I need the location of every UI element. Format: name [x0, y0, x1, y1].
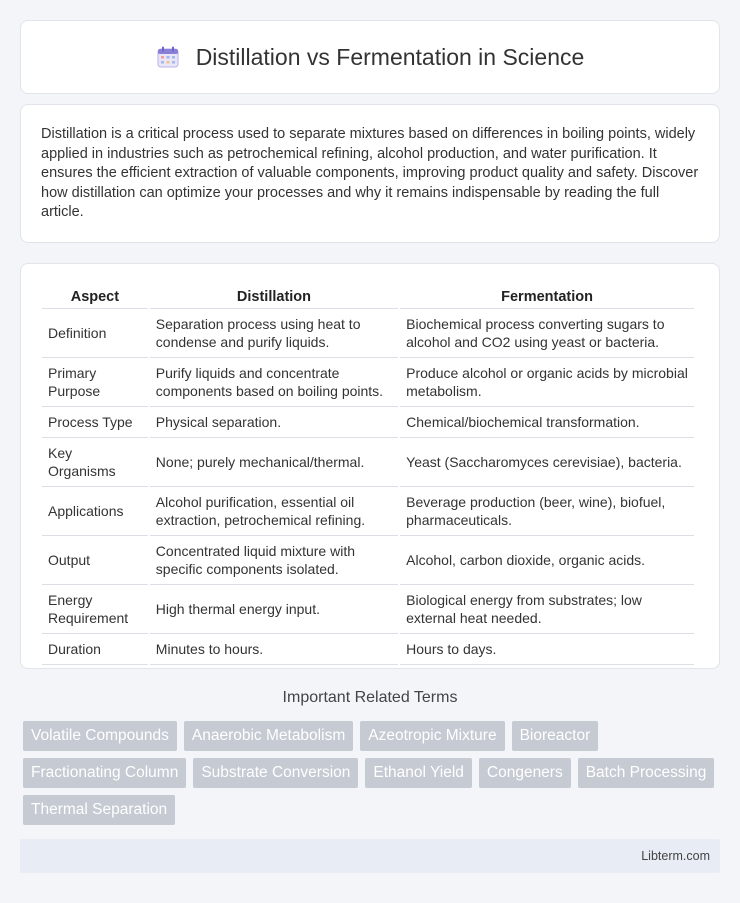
tag-anaerobic-metabolism[interactable]: Anaerobic Metabolism	[184, 721, 353, 751]
tag-thermal-separation[interactable]: Thermal Separation	[23, 795, 175, 825]
cell-distillation: Alcohol purification, essential oil extraction, petrochemical refining.	[150, 487, 398, 536]
calendar-icon	[156, 45, 180, 69]
cell-fermentation: Biological energy from substrates; low external heat needed.	[400, 585, 694, 634]
cell-aspect: Key Organisms	[42, 438, 148, 487]
cell-distillation: High thermal energy input.	[150, 585, 398, 634]
header-card	[20, 20, 720, 94]
tag-bioreactor[interactable]: Bioreactor	[512, 721, 599, 751]
cell-fermentation: Yeast (Saccharomyces cerevisiae), bacteria.	[400, 438, 694, 487]
table-row	[42, 309, 694, 358]
page-title: Distillation vs Fermentation in Science	[195, 43, 585, 70]
cell-fermentation: Chemical/biochemical transformation.	[400, 407, 694, 438]
table-header-row	[42, 286, 694, 309]
title-wrap	[156, 44, 585, 71]
intro-card	[20, 104, 720, 243]
table-row	[42, 438, 694, 487]
cell-aspect: Output	[42, 536, 148, 585]
table-row	[42, 358, 694, 407]
column-header-fermentation: Fermentation	[400, 286, 694, 309]
tag-azeotropic-mixture[interactable]: Azeotropic Mixture	[360, 721, 504, 751]
tag-batch-processing[interactable]: Batch Processing	[578, 758, 715, 788]
cell-aspect: Definition	[42, 309, 148, 358]
related-terms-title: Important Related Terms	[282, 689, 458, 706]
cell-aspect: Applications	[42, 487, 148, 536]
comparison-table-card	[20, 263, 720, 669]
cell-aspect: Energy Requirement	[42, 585, 148, 634]
cell-distillation: Purify liquids and concentrate components based on boiling points.	[150, 358, 398, 407]
cell-fermentation: Beverage production (beer, wine), biofuel, pharmaceuticals.	[400, 487, 694, 536]
table-row	[42, 407, 694, 438]
table-row	[42, 487, 694, 536]
tag-ethanol-yield[interactable]: Ethanol Yield	[365, 758, 472, 788]
cell-distillation: Concentrated liquid mixture with specific components isolated.	[150, 536, 398, 585]
footer	[20, 839, 720, 873]
cell-fermentation: Alcohol, carbon dioxide, organic acids.	[400, 536, 694, 585]
tag-substrate-conversion[interactable]: Substrate Conversion	[193, 758, 358, 788]
tag-volatile-compounds[interactable]: Volatile Compounds	[23, 721, 177, 751]
cell-fermentation: Produce alcohol or organic acids by microbial metabolism.	[400, 358, 694, 407]
cell-distillation: None; purely mechanical/thermal.	[150, 438, 398, 487]
intro-paragraph: Distillation is a critical process used to separate mixtures based on differences in boiling points, widely applied in industries such as petrochemical refining, alcohol production, and water purification. It ensures the efficient extraction of valuable components, improving product quality and safety. Discover how distillation can optimize your processes and why it remains indispensable by reading the full article.	[41, 126, 699, 220]
column-header-aspect: Aspect	[42, 286, 148, 309]
comparison-table	[40, 286, 696, 665]
table-row	[42, 536, 694, 585]
cell-aspect: Primary Purpose	[42, 358, 148, 407]
cell-aspect: Duration	[42, 634, 148, 665]
column-header-distillation: Distillation	[150, 286, 398, 309]
cell-distillation: Separation process using heat to condense and purify liquids.	[150, 309, 398, 358]
tag-congeners[interactable]: Congeners	[479, 758, 571, 788]
cell-distillation: Physical separation.	[150, 407, 398, 438]
footer-site-link[interactable]: Libterm.com	[641, 849, 710, 863]
table-row	[42, 585, 694, 634]
cell-aspect: Process Type	[42, 407, 148, 438]
related-terms-tags	[23, 721, 723, 825]
cell-fermentation: Hours to days.	[400, 634, 694, 665]
table-row	[42, 634, 694, 665]
cell-fermentation: Biochemical process converting sugars to alcohol and CO2 using yeast or bacteria.	[400, 309, 694, 358]
tag-fractionating-column[interactable]: Fractionating Column	[23, 758, 186, 788]
cell-distillation: Minutes to hours.	[150, 634, 398, 665]
